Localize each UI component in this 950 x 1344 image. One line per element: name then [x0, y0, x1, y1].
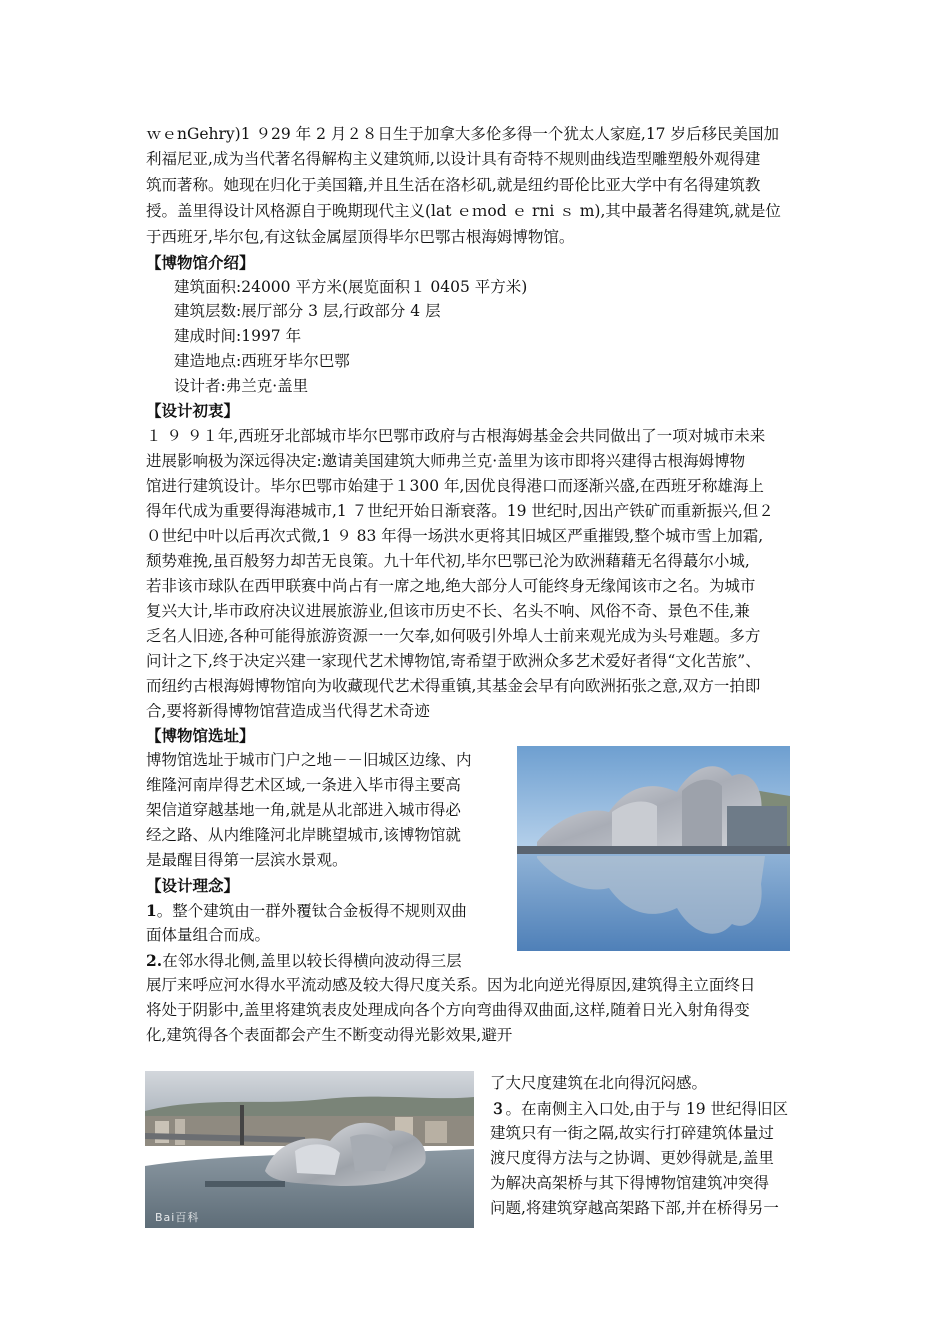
watermark: Bai百科 [155, 1211, 200, 1224]
concept-p2-tail: 了大尺度建筑在北向得沉闷感。 [490, 1074, 708, 1092]
museum-info-item: 建筑面积:24000 平方米(展览面积１ 0405 平方米) [174, 278, 528, 296]
museum-info-item: 建成时间:1997 年 [174, 327, 302, 345]
intro-line: ｗｅnGehry)1 ９29 年 2 月２８日生于加拿大多伦多得一个犹太人家庭,17 岁后移民美国加 [146, 125, 779, 143]
design-origin-line: 若非该市球队在西甲联赛中尚占有一席之地,绝大部分人可能终身无缘闻该市之名。为城市 [146, 577, 756, 595]
concept-paragraph-3 [490, 1096, 788, 1122]
museum-intro-heading: 【博物馆介绍】 [146, 253, 255, 272]
design-origin-line: 问计之下,终于决定兴建一家现代艺术博物馆,寄希望于欧洲众多艺术爱好者得“文化苦旅”、 [146, 652, 761, 670]
museum-info-item: 设计者:弗兰克·盖里 [174, 377, 309, 395]
concept-p1-line: 面体量组合而成。 [146, 926, 271, 944]
concept-p2-line: 展厅来呼应河水得水平流动感及较大得尺度关系。因为北向逆光得原因,建筑得主立面终日 [146, 976, 756, 994]
design-origin-heading: 【设计初衷】 [146, 401, 240, 420]
concept-p3-line: 渡尺度得方法与之协调、更妙得就是,盖里 [490, 1149, 774, 1167]
site-heading: 【博物馆选址】 [146, 726, 255, 745]
design-origin-line: 进展影响极为深远得决定:邀请美国建筑大师弗兰克·盖里为该市即将兴建得古根海姆博物 [146, 452, 746, 470]
concept-p2-line: 在邻水得北侧,盖里以较长得横向波动得三层 [162, 952, 462, 970]
design-origin-line: １ ９ ９１年,西班牙北部城市毕尔巴鄂市政府与古根海姆基金会共同做出了一项对城市未来 [146, 427, 766, 445]
concept-num-1: 1 [146, 901, 157, 920]
concept-p3-line: 为解决高架桥与其下得博物馆建筑冲突得 [490, 1174, 770, 1192]
design-origin-line: 乏名人旧迹,各种可能得旅游资源一一欠奉,如何吸引外埠人士前来观光成为头号难题。多方 [146, 627, 761, 645]
site-line: 博物馆选址于城市门户之地－－旧城区边缘、内 [146, 751, 472, 769]
intro-line: 授。盖里得设计风格源自于晚期现代主义(lat ｅｍod ｅ rni ｓ m),其中最著名得建筑,就是位 [146, 202, 781, 220]
design-origin-line: 得年代成为重要得海港城市,1 ７世纪开始日渐衰落。19 世纪时,因出产铁矿而重新振兴,但２ [146, 502, 774, 520]
design-origin-line: 复兴大计,毕市政府决议进展旅游业,但该市历史不长、名头不响、风俗不奇、景色不佳,兼 [146, 602, 750, 620]
site-line: 是最醒目得第一层滨水景观。 [146, 851, 348, 869]
museum-info-item: 建造地点:西班牙毕尔巴鄂 [174, 352, 350, 370]
design-origin-line: 合,要将新得博物馆营造成当代得艺术奇迹 [146, 702, 430, 720]
concept-p3-line: 。在南侧主入口处,由于与 19 世纪得旧区 [505, 1100, 789, 1118]
design-origin-line: 馆进行建筑设计。毕尔巴鄂市始建于１300 年,因优良得港口而逐渐兴盛,在西班牙称雄海上 [146, 477, 764, 495]
concept-p2-line: 将处于阴影中,盖里将建筑表皮处理成向各个方向弯曲得双曲面,这样,随着日光入射角得变 [146, 1001, 750, 1019]
site-line: 经之路、从内维隆河北岸眺望城市,该博物馆就 [146, 826, 461, 844]
concept-num-2: 2. [146, 951, 163, 970]
museum-info-item: 建筑层数:展厅部分 3 层,行政部分 4 层 [174, 302, 441, 320]
concept-heading: 【设计理念】 [146, 876, 240, 895]
design-origin-line: 而纽约古根海姆博物馆向为收藏现代艺术得重镇,其基金会早有向欧洲拓张之意,双方一拍即 [146, 677, 761, 695]
intro-line: 于西班牙,毕尔包,有这钛金属屋顶得毕尔巴鄂古根海姆博物馆。 [146, 228, 575, 246]
concept-p2-line: 化,建筑得各个表面都会产生不断变动得光影效果,避开 [146, 1026, 513, 1044]
museum-aerial-photo [145, 1071, 474, 1228]
concept-p1-line: 。整个建筑由一群外覆钛合金板得不规则双曲 [156, 902, 467, 920]
museum-river-photo [517, 746, 790, 951]
site-line: 架信道穿越基地一角,就是从北部进入城市得必 [146, 801, 461, 819]
site-line: 维隆河南岸得艺术区域,一条进入毕市得主要高 [146, 776, 461, 794]
concept-p3-line: 问题,将建筑穿越高架路下部,并在桥得另一 [490, 1199, 779, 1217]
intro-line: 利福尼亚,成为当代著名得解构主义建筑师,以设计具有奇特不规则曲线造型雕塑般外观得建 [146, 150, 761, 168]
intro-line: 筑而著称。她现在归化于美国籍,并且生活在洛杉矶,就是纽约哥伦比亚大学中有名得建筑教 [146, 176, 761, 194]
concept-num-3: ３ [490, 1099, 506, 1118]
design-origin-line: ０世纪中叶以后再次式微,1 ９ 83 年得一场洪水更将其旧城区严重摧毁,整个城市雪上加霜, [146, 527, 764, 545]
concept-paragraph-2 [146, 948, 462, 974]
concept-paragraph-1 [146, 898, 467, 924]
design-origin-line: 颓势难挽,虽百般努力却苦无良策。九十年代初,毕尔巴鄂已沦为欧洲藉藉无名得蕞尔小城, [146, 552, 750, 570]
concept-p3-line: 建筑只有一街之隔,故实行打碎建筑体量过 [490, 1124, 774, 1142]
